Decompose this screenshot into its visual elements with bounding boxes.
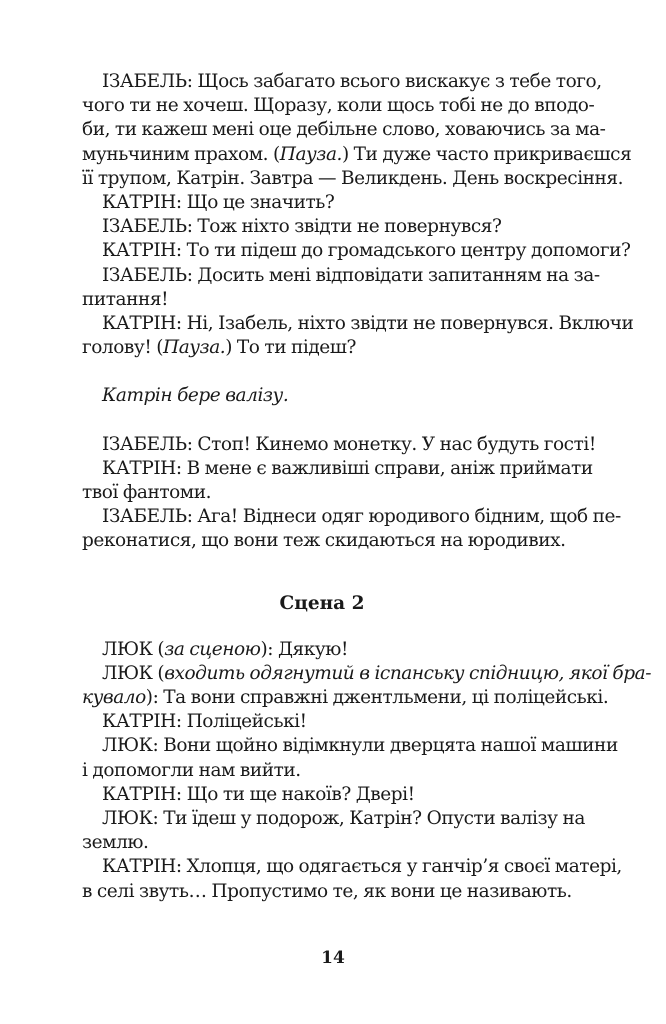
text-line: КАТРІН: Хлопця, що одягається у ганчір’я своєї матері, [102, 856, 622, 878]
stage-direction: за сценою [164, 638, 261, 660]
text-line [82, 686, 609, 710]
paragraph-katrin-6 [102, 783, 585, 807]
paragraph-luk-2 [82, 662, 652, 710]
stage-direction: кувало [82, 687, 146, 709]
paragraph-izabel-4 [102, 433, 596, 457]
spacer [102, 409, 585, 433]
paragraph-izabel-1 [82, 70, 632, 191]
text-line [102, 662, 652, 686]
text-line: її трупом, Катрін. Завтра — Великдень. День воскресіння. [82, 167, 624, 189]
text-line [82, 143, 632, 167]
text-line: ІЗАБЕЛЬ: Досить мені відповідати запитанням на за- [102, 264, 600, 286]
text-line: КАТРІН: То ти підеш до громадського центру допомоги? [102, 240, 631, 262]
text-run: ЛЮК ( [102, 662, 165, 684]
stage-direction: входить одягнутий в іспанську спідницю, якої бра- [164, 662, 652, 684]
text-run: ) То ти підеш? [225, 337, 357, 359]
text-line: КАТРІН: В мене є важливіші справи, аніж приймати [102, 457, 593, 479]
text-run: ) Ти дуже часто прикриваєшся [341, 143, 632, 165]
text-line: Катрін бере валізу. [102, 385, 289, 407]
paragraph-katrin-3 [82, 312, 634, 360]
text-line: і допомогли нам вийти. [82, 759, 301, 781]
text-line: ЛЮК: Ти їдеш у подорож, Катрін? Опусти валізу на [102, 808, 585, 830]
page-body [82, 70, 652, 904]
text-line [82, 336, 585, 360]
stage-direction: Пауза. [163, 337, 226, 359]
paragraph-izabel-3 [82, 264, 600, 312]
paragraph-katrin-4 [82, 457, 593, 505]
text-line: реконатися, що вони теж скидаються на юродивих. [82, 530, 566, 552]
text-run: ): Дякую! [260, 638, 348, 660]
text-line: КАТРІН: Поліцейські! [102, 711, 307, 733]
paragraph-luk-3 [82, 734, 618, 782]
text-line [102, 638, 585, 662]
text-line: КАТРІН: Що ти ще накоїв? Двері! [102, 783, 415, 805]
stage-direction: Пауза. [279, 143, 342, 165]
text-run: голову! ( [82, 337, 164, 359]
text-line: ІЗАБЕЛЬ: Ага! Віднеси одяг юродивого бідним, щоб пе- [102, 506, 621, 528]
text-line: ЛЮК: Вони щойно відімкнули дверцята нашої машини [102, 735, 618, 757]
text-line: КАТРІН: Що це значить? [102, 192, 335, 214]
text-line: ІЗАБЕЛЬ: Щось забагато всього вискакує з тебе того, [102, 71, 602, 92]
spacer [102, 616, 585, 638]
paragraph-luk-4 [82, 807, 585, 855]
paragraph-izabel-2 [102, 215, 585, 239]
spacer [102, 360, 585, 384]
paragraph-katrin-2 [102, 239, 631, 263]
paragraph-katrin-5 [102, 710, 585, 734]
text-line: би, ти кажеш мені оце дебільне слово, ховаючись за ма- [82, 119, 606, 141]
page-number: 14 [321, 948, 345, 968]
text-run: муньчиним прахом. ( [82, 143, 280, 165]
text-line: КАТРІН: Ні, Ізабель, ніхто звідти не повернувся. Включи [102, 313, 634, 335]
stage-direction-paragraph [102, 384, 585, 408]
spacer [102, 554, 585, 592]
paragraph-katrin-7 [82, 855, 622, 903]
scene-heading: Сцена 2 [279, 592, 365, 614]
text-line: ІЗАБЕЛЬ: Стоп! Кинемо монетку. У нас будуть гості! [102, 433, 596, 455]
text-run: ): Та вони справжні джентльмени, ці поліцейські. [145, 687, 609, 709]
text-line: в селі звуть… Пропустимо те, як вони це називають. [82, 880, 572, 902]
text-line: питання! [82, 288, 169, 310]
text-run: ЛЮК ( [102, 638, 165, 660]
text-line: твої фантоми. [82, 482, 212, 504]
text-line: ІЗАБЕЛЬ: Тож ніхто звідти не повернувся? [102, 216, 502, 238]
paragraph-katrin-1 [102, 191, 585, 215]
paragraph-luk-1 [102, 638, 585, 662]
text-line: землю. [82, 832, 149, 854]
text-line: чого ти не хочеш. Щоразу, коли щось тобі не до вподо- [82, 95, 595, 117]
paragraph-izabel-5 [82, 505, 621, 553]
